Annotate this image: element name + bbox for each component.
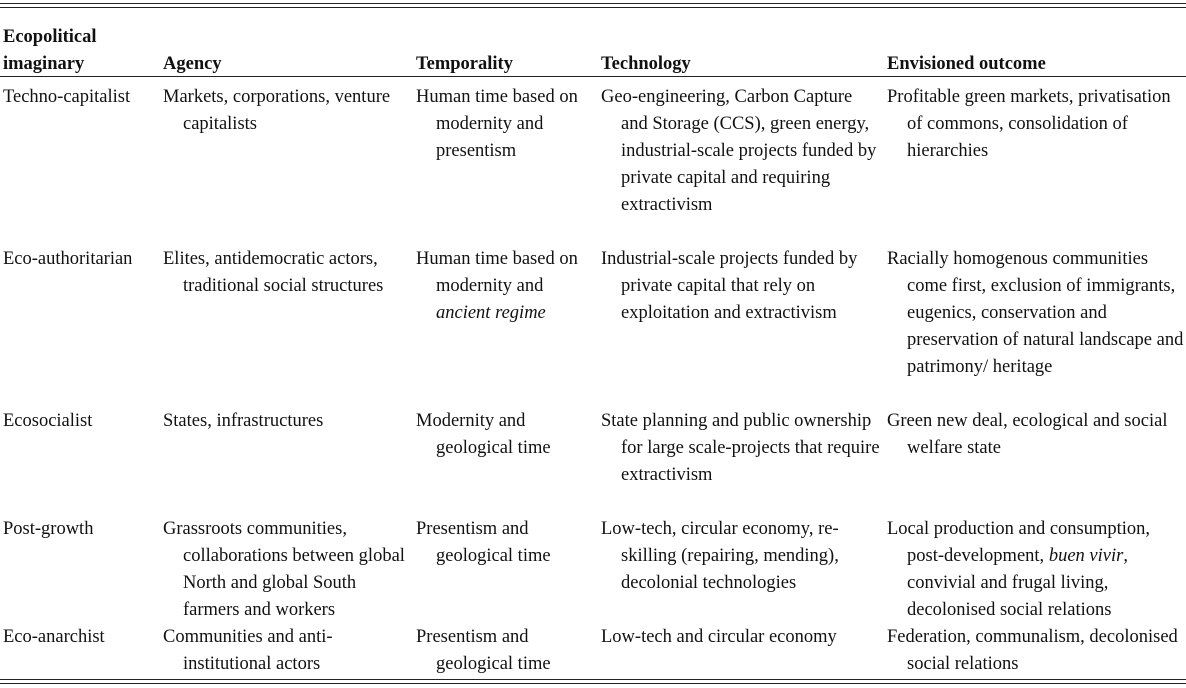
outcome-text-part-1: Local production and consumption, post-development,: [887, 519, 1151, 566]
technology-text: Geo-engineering, Carbon Capture and Storage (CCS), green energy, industrial-scale projects funded by private capital and requiring extractivism: [601, 87, 877, 215]
cell-temporality: [413, 79, 598, 246]
outcome-text: Green new deal, ecological and social welfare state: [887, 411, 1168, 458]
header-agency: Agency: [163, 54, 222, 74]
temporality-text: Modernity and geological time: [416, 411, 551, 458]
temporality-text: [416, 246, 598, 327]
agency-text: States, infrastructures: [163, 411, 324, 431]
outcome-text-italic: buen vivir: [1048, 546, 1124, 566]
header-outcome: Envisioned outcome: [887, 54, 1046, 74]
cell-outcome: [882, 516, 1186, 624]
technology-text: Low-tech and circular economy: [601, 627, 837, 647]
temporality-text: Presentism and geological time: [416, 627, 551, 674]
top-rule-inner: [0, 7, 1186, 8]
cell-temporality: [413, 516, 598, 624]
temporality-text-plain: Human time based on modernity and: [416, 249, 578, 296]
table-header-row: [0, 12, 1186, 79]
technology-text: Low-tech, circular economy, re-skilling (repairing, mending), decolonial technologies: [601, 519, 839, 593]
cell-agency: [160, 408, 413, 516]
top-rule-outer: [0, 3, 1186, 4]
outcome-text: [887, 516, 1186, 624]
cell-outcome: [882, 408, 1186, 516]
imaginary-label: Techno-capitalist: [3, 87, 131, 107]
cell-imaginary: [0, 516, 160, 624]
cell-imaginary: [0, 79, 160, 246]
table-row: [0, 624, 1186, 678]
header-technology: Technology: [601, 54, 691, 74]
table-row: [0, 408, 1186, 516]
temporality-text: Presentism and geological time: [416, 519, 551, 566]
ecopolitical-imaginaries-table: [0, 12, 1186, 678]
technology-text: State planning and public ownership for large scale-projects that require extractivism: [601, 411, 880, 485]
header-temporality: Temporality: [416, 54, 513, 74]
table-row: [0, 516, 1186, 624]
cell-technology: [598, 624, 882, 678]
cell-technology: [598, 79, 882, 246]
bottom-rule-inner: [0, 679, 1186, 680]
cell-outcome: [882, 79, 1186, 246]
cell-temporality: [413, 408, 598, 516]
cell-technology: [598, 246, 882, 408]
imaginary-label: Ecosocialist: [3, 411, 93, 431]
cell-imaginary: [0, 624, 160, 678]
bottom-rule-outer: [0, 683, 1186, 684]
cell-imaginary: [0, 408, 160, 516]
outcome-text: Racially homogenous communities come first, exclusion of immigrants, eugenics, conservation and preservation of natural landscape and patrimony/ heritage: [887, 249, 1184, 377]
agency-text: Grassroots communities, collaborations between global North and global South farmers and workers: [163, 519, 405, 620]
agency-text: Elites, antidemocratic actors, traditional social structures: [163, 249, 384, 296]
temporality-text: Human time based on modernity and presentism: [416, 87, 578, 161]
cell-outcome: [882, 624, 1186, 678]
cell-technology: [598, 408, 882, 516]
header-imaginary: Ecopolitical imaginary: [3, 27, 97, 74]
outcome-text: Profitable green markets, privatisation of commons, consolidation of hierarchies: [887, 87, 1171, 161]
agency-text: Markets, corporations, venture capitalists: [163, 87, 391, 134]
temporality-text-italic: ancient regime: [436, 303, 546, 323]
cell-agency: [160, 624, 413, 678]
table-row: [0, 246, 1186, 408]
cell-agency: [160, 79, 413, 246]
outcome-text-part-3: , convivial and frugal living, decolonised social relations: [907, 546, 1128, 620]
cell-temporality: [413, 624, 598, 678]
cell-agency: [160, 516, 413, 624]
imaginary-label: Eco-anarchist: [3, 627, 105, 647]
cell-agency: [160, 246, 413, 408]
imaginary-label: Post-growth: [3, 519, 94, 539]
outcome-text: Federation, communalism, decolonised social relations: [887, 627, 1178, 674]
table-row: [0, 79, 1186, 246]
technology-text: Industrial-scale projects funded by private capital that rely on exploitation and extractivism: [601, 249, 858, 323]
cell-technology: [598, 516, 882, 624]
cell-imaginary: [0, 246, 160, 408]
agency-text: Communities and anti-institutional actors: [163, 627, 333, 674]
cell-outcome: [882, 246, 1186, 408]
cell-temporality: [413, 246, 598, 408]
imaginary-label: Eco-authoritarian: [3, 249, 133, 269]
